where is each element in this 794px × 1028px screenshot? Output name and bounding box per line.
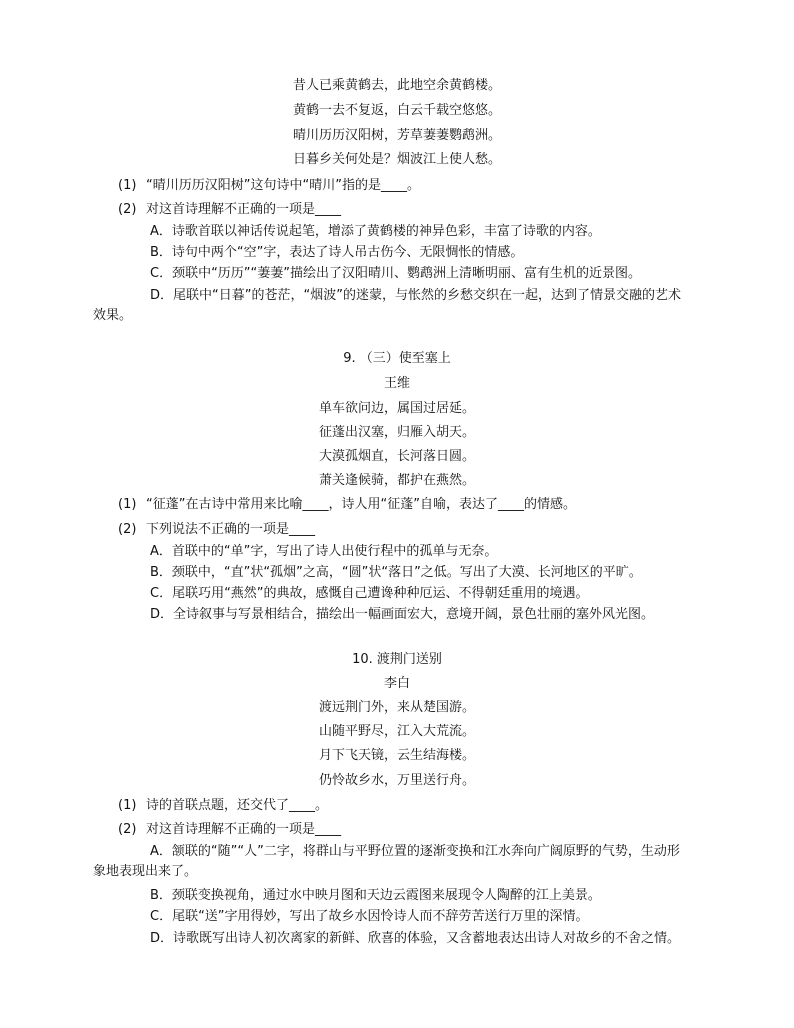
poem3-q1-text: 诗的首联点题，还交代了____。 [146, 798, 329, 813]
poem1-option-d: D．尾联中“日暮”的苍茫，“烟波”的迷蒙，与怅然的乡愁交织在一起，达到了情景交融的艺术 [150, 288, 681, 303]
poem1-q2-number: (2) [118, 202, 137, 217]
poem3-line-3: 月下飞天镜，云生结海楼。 [318, 748, 475, 763]
poem1-q2-text: 对这首诗理解不正确的一项是____ [146, 202, 342, 217]
poem1-option-d-continued: 效果。 [93, 308, 133, 323]
poem2-line-4: 萧关逢候骑，都护在燕然。 [318, 473, 475, 488]
poem3-q2-text: 对这首诗理解不正确的一项是____ [146, 822, 342, 837]
poem2-q1-number: (1) [118, 497, 137, 512]
poem3-option-a-continued: 象地表现出来了。 [93, 864, 198, 879]
poem1-option-b: B．诗句中两个“空”字，表达了诗人吊古伤今、无限惆怅的情感。 [150, 245, 524, 260]
poem1-option-c: C．颈联中“历历”“萋萋”描绘出了汉阳晴川、鹦鹉洲上清晰明丽、富有生机的近景图。 [150, 266, 642, 281]
poem3-title: 10. 渡荆门送别 [352, 652, 442, 667]
poem2-option-c: C．尾联巧用“燕然”的典故，感慨自己遭谗种种厄运、不得朝廷重用的境遇。 [150, 586, 589, 601]
poem3-q1-number: (1) [118, 798, 137, 813]
poem2-line-3: 大漠孤烟直，长河落日圆。 [318, 449, 475, 464]
poem3-option-d: D．诗歌既写出诗人初次离家的新鲜、欣喜的体验，又含蓄地表达出诗人对故乡的不舍之情。 [150, 931, 681, 946]
poem2-title: 9. （三）使至塞上 [343, 351, 451, 366]
poem3-line-2: 山随平野尽，江入大荒流。 [318, 724, 475, 739]
poem1-line-2: 黄鹤一去不复返，白云千载空悠悠。 [292, 103, 501, 118]
poem2-q1-text: “征蓬”在古诗中常用来比喻____，诗人用“征蓬”自喻，表达了____的情感。 [146, 497, 576, 512]
poem2-option-d: D．全诗叙事与写景相结合，描绘出一幅画面宏大，意境开阔，景色壮丽的塞外风光图。 [150, 607, 655, 622]
poem3-line-1: 渡远荆门外，来从楚国游。 [318, 700, 475, 715]
poem1-q1-text: “晴川历历汉阳树”这句诗中“晴川”指的是____。 [146, 178, 420, 193]
poem3-option-b: B．颈联变换视角，通过水中映月图和天边云霞图来展现令人陶醉的江上美景。 [150, 888, 601, 903]
poem1-line-1: 昔人已乘黄鹤去，此地空余黄鹤楼。 [292, 78, 501, 93]
poem2-author: 王维 [383, 376, 410, 391]
poem3-line-4: 仍怜故乡水，万里送行舟。 [318, 773, 475, 788]
poem1-line-3: 晴川历历汉阳树，芳草萋萋鹦鹉洲。 [292, 128, 501, 143]
poem2-q2-number: (2) [118, 522, 137, 537]
poem2-line-1: 单车欲问边，属国过居延。 [318, 401, 475, 416]
poem2-option-a: A．首联中的“单”字，写出了诗人出使行程中的孤单与无奈。 [150, 544, 498, 559]
poem3-author: 李白 [383, 676, 410, 691]
poem3-option-a: A．颔联的“随”“人”二字，将群山与平野位置的逐渐变换和江水奔向广阔原野的气势，生动形 [150, 844, 680, 859]
poem2-option-b: B．颈联中，“直”状“孤烟”之高，“圆”状“落日”之低。写出了大漠、长河地区的平旷。 [150, 565, 642, 580]
poem3-option-c: C．尾联“送”字用得妙，写出了故乡水因怜诗人而不辞劳苦送行万里的深情。 [150, 909, 589, 924]
poem2-q2-text: 下列说法不正确的一项是____ [146, 522, 316, 537]
poem1-q1-number: (1) [118, 178, 137, 193]
poem1-option-a: A．诗歌首联以神话传说起笔，增添了黄鹤楼的神异色彩，丰富了诗歌的内容。 [150, 224, 601, 239]
poem2-line-2: 征蓬出汉塞，归雁入胡天。 [318, 425, 475, 440]
poem3-q2-number: (2) [118, 822, 137, 837]
poem1-line-4: 日暮乡关何处是？烟波江上使人愁。 [292, 152, 501, 167]
